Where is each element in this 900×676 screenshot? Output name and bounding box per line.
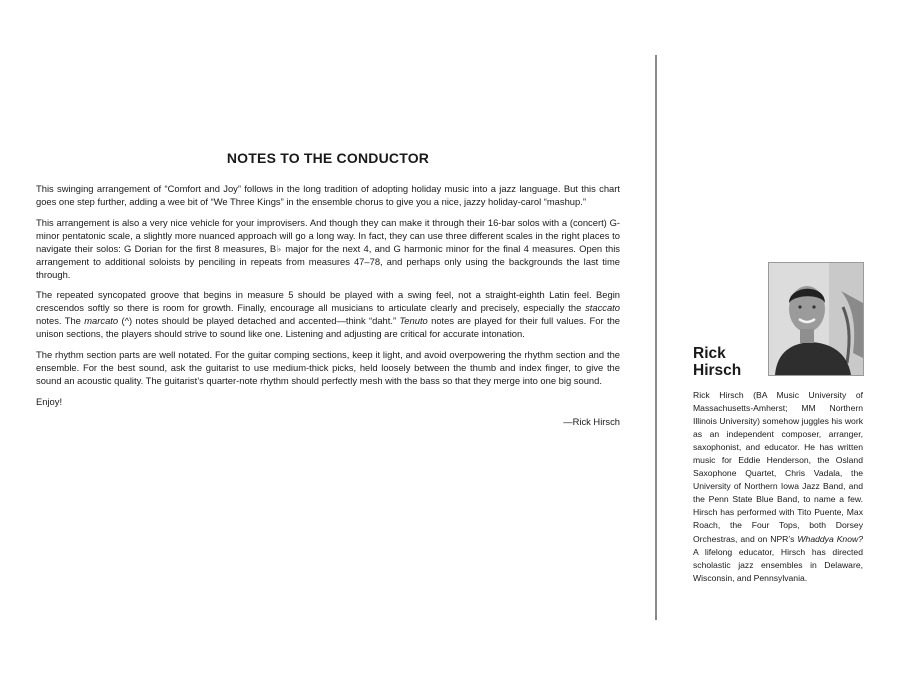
marcato-symbol: (^) [118,315,136,327]
tenuto-term: Tenuto [399,315,428,327]
marcato-term: marcato [84,315,119,327]
notes-paragraph: This swinging arrangement of “Comfort and Joy” follows in the long tradition of adopting holiday music into a jazz language. But this chart goes one step further, adding a wee bit of “We Three Kings” in the ensemble chorus to give you a nice, jazzy holiday-carol “mashup.” [36,183,620,208]
text-run: notes are played for their full values. For the unison sections, the players should strive to sound like one. Listening and adjusting are critical for accurate intonation. [36,315,621,340]
signature: —Rick Hirsch [563,416,620,428]
author-photo [768,262,864,376]
notes-paragraph: This arrangement is also a very nice vehicle for your improvisers. And though they can make it through their 16-bar solos with a (concert) G-minor pentatonic scale, a slightly more nuanced approach will go a long way. In fact, they can use three different scales in the right places to navigate their solos: G Dorian for the first 8 measures, B♭ major for the next 4, and G harmonic minor for the final 4 measures. Open this arrangement to additional soloists by penciling in repeats from measures 47–78, and perhaps only using the backgrounds the last time through. [36,216,620,280]
notes-paragraph [36,288,620,340]
radio-show-title: Whaddya Know? [797,533,863,544]
text-run: A lifelong educator, Hirsch has directed scholastic jazz ensembles in Delaware, Wisconsin, and Pennsylvania. [693,546,863,583]
author-bio [693,389,863,585]
notes-closing: Enjoy! [36,395,63,407]
notes-paragraph: The rhythm section parts are well notated. For the guitar comping sections, keep it light, and avoid overpowering the rhythm section and the ensemble. For the best sound, ask the guitarist to use medium-thick picks, held loosely between the thumb and index finger, to give the sound an acoustic quality. The guitarist’s quarter-note rhythm should perfectly mesh with the bass so that they merge into one big sound. [36,349,620,387]
author-first-name: Rick [693,345,726,362]
text-run: notes should be played detached and accented—think “daht.” [135,315,400,327]
text-run: notes. The [36,315,85,327]
notes-body [36,182,620,436]
author-last-name: Hirsch [693,362,742,379]
page-title: NOTES TO THE CONDUCTOR [226,150,430,166]
staccato-term: staccato [585,302,620,314]
author-name [693,345,741,379]
text-run: The repeated syncopated groove that begins in measure 5 should be played with a swing feel, not a straight-eighth Latin feel. Begin crescendos softly so there is room for growth. Finally, encourage all musicians to articulate clearly and precisely, especially the [36,289,620,314]
text-run: Rick Hirsch (BA Music University of Massachusetts-Amherst; MM Northern Illinois University) somehow juggles his work as an independent composer, arranger, saxophonist, and educator. He has written music for Eddie Henderson, the Osland Saxophone Quartet, Chris Vadala, the University of Northern Iowa Jazz Band, and the Penn State Blue Band, to name a few. Hirsch has performed with Tito Puente, Max Roach, the Four Tops, both Dorsey Orchestras, and on NPR’s [693,390,863,544]
column-divider [655,55,657,620]
